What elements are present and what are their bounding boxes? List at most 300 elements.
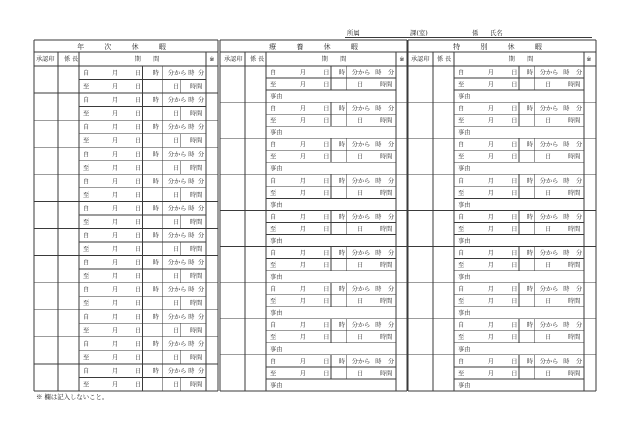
hours-label: 時間 xyxy=(190,137,203,145)
hours-label: 時間 xyxy=(380,298,393,306)
minute-label: 分 xyxy=(198,124,205,132)
to-label: 至 xyxy=(270,334,277,342)
month-label: 月 xyxy=(299,141,306,149)
month-label: 月 xyxy=(487,81,494,89)
hour-label: 時 xyxy=(188,367,195,375)
reason-label: 事由 xyxy=(270,274,283,282)
from-suffix-label: 分から xyxy=(351,213,371,221)
reason-label: 事由 xyxy=(270,165,283,173)
special-leave-rows xyxy=(408,66,596,389)
minute-label: 分 xyxy=(388,177,395,185)
day-label: 日 xyxy=(545,81,552,89)
hours-label: 時間 xyxy=(568,117,581,125)
day-label: 日 xyxy=(323,370,330,378)
hours-label: 時間 xyxy=(380,81,393,89)
minute-label: 分 xyxy=(576,286,583,294)
from-label: 自 xyxy=(458,213,465,221)
to-label: 至 xyxy=(83,191,90,199)
from-suffix-label: 分から xyxy=(539,141,559,149)
day-label: 日 xyxy=(134,273,142,281)
hour-label: 時 xyxy=(188,313,195,321)
day-label: 日 xyxy=(545,153,552,161)
day-label: 日 xyxy=(511,213,518,221)
day-label: 日 xyxy=(134,354,142,362)
hour-label: 時 xyxy=(375,177,382,185)
reason-label: 事由 xyxy=(458,310,471,318)
hour-label: 時 xyxy=(188,178,195,186)
hours-label: 時間 xyxy=(568,334,581,342)
hours-label: 時間 xyxy=(380,117,393,125)
month-label: 月 xyxy=(299,334,306,342)
from-label: 自 xyxy=(83,367,90,375)
day-label: 日 xyxy=(511,105,518,113)
month-label: 月 xyxy=(487,105,494,113)
day-label: 日 xyxy=(134,300,142,308)
minute-label: 分 xyxy=(576,213,583,221)
month-label: 月 xyxy=(487,262,494,270)
from-suffix-label: 分から xyxy=(539,213,559,221)
chief-column-header: 係 長 xyxy=(437,56,452,63)
annual-leave-row xyxy=(79,66,206,93)
day-label: 日 xyxy=(134,110,142,118)
hour-label: 時 xyxy=(152,151,159,159)
leave-row xyxy=(266,66,396,101)
day-label: 日 xyxy=(511,225,518,233)
day-label: 日 xyxy=(323,141,330,149)
from-label: 自 xyxy=(270,358,277,366)
header-line xyxy=(345,28,592,38)
day-label: 日 xyxy=(323,322,330,330)
hour-label: 時 xyxy=(338,213,345,221)
to-label: 至 xyxy=(458,225,465,233)
hour-label: 時 xyxy=(188,151,195,159)
month-label: 月 xyxy=(112,110,119,118)
from-label: 自 xyxy=(83,70,90,77)
minute-label: 分 xyxy=(388,249,395,257)
day-label: 日 xyxy=(172,300,180,308)
from-suffix-label: 分から xyxy=(539,358,559,366)
minute-label: 分 xyxy=(576,141,583,149)
month-label: 月 xyxy=(299,286,306,294)
minute-label: 分 xyxy=(388,322,395,330)
day-label: 日 xyxy=(323,81,330,89)
day-label: 日 xyxy=(357,225,364,233)
special-leave-title: 特 別 休 暇 xyxy=(453,43,551,51)
to-label: 至 xyxy=(270,81,277,89)
minute-label: 分 xyxy=(388,69,395,77)
day-label: 日 xyxy=(511,81,518,89)
from-suffix-label: 分から xyxy=(539,322,559,330)
day-label: 日 xyxy=(134,151,142,159)
hour-label: 時 xyxy=(338,177,345,185)
minute-label: 分 xyxy=(198,340,205,348)
from-suffix-label: 分から xyxy=(167,97,187,105)
leave-row xyxy=(408,102,596,137)
day-label: 日 xyxy=(511,358,518,366)
day-label: 日 xyxy=(134,367,142,375)
hour-label: 時 xyxy=(152,232,159,240)
day-label: 日 xyxy=(545,370,552,378)
approval-column-header: 承認印 xyxy=(224,56,243,63)
month-label: 月 xyxy=(299,189,306,197)
leave-row xyxy=(408,210,596,245)
month-label: 月 xyxy=(487,225,494,233)
day-label: 日 xyxy=(172,354,180,362)
hours-label: 時間 xyxy=(190,273,203,281)
minute-label: 分 xyxy=(388,358,395,366)
reason-label: 事由 xyxy=(270,382,283,390)
hour-label: 時 xyxy=(338,249,345,257)
annual-column-headers xyxy=(36,55,215,63)
hour-label: 時 xyxy=(188,259,195,267)
sick-leave-title: 療 養 休 暇 xyxy=(269,43,367,51)
hour-label: 時 xyxy=(375,105,382,113)
from-label: 自 xyxy=(458,358,465,366)
day-label: 日 xyxy=(511,298,518,306)
reason-label: 事由 xyxy=(458,201,471,209)
from-suffix-label: 分から xyxy=(167,124,187,132)
hours-label: 時間 xyxy=(568,189,581,197)
from-suffix-label: 分から xyxy=(351,69,371,77)
hours-label: 時間 xyxy=(190,246,203,253)
hour-label: 時 xyxy=(188,232,195,240)
day-label: 日 xyxy=(511,153,518,161)
chief-column-header: 係 長 xyxy=(64,56,79,63)
reason-label: 事由 xyxy=(458,274,471,282)
day-label: 日 xyxy=(134,218,142,226)
to-label: 至 xyxy=(270,298,277,306)
month-label: 月 xyxy=(487,298,494,306)
period-column-header: 期 間 xyxy=(508,56,534,63)
section-label: 係 xyxy=(472,29,479,37)
hour-label: 時 xyxy=(526,105,533,113)
month-label: 月 xyxy=(299,81,306,89)
from-label: 自 xyxy=(458,69,465,77)
to-label: 至 xyxy=(83,300,90,308)
hour-label: 時 xyxy=(563,322,570,330)
affiliation-label: 所属 xyxy=(347,29,360,37)
reason-label: 事由 xyxy=(458,93,471,101)
minute-label: 分 xyxy=(388,105,395,113)
minute-label: 分 xyxy=(198,178,205,186)
hour-label: 時 xyxy=(375,358,382,366)
hours-label: 時間 xyxy=(380,262,393,270)
reason-label: 事由 xyxy=(270,201,283,209)
month-label: 月 xyxy=(299,370,306,378)
reason-label: 事由 xyxy=(270,237,283,245)
day-label: 日 xyxy=(357,153,364,161)
from-suffix-label: 分から xyxy=(167,313,187,321)
to-label: 至 xyxy=(83,381,90,389)
day-label: 日 xyxy=(357,189,364,197)
reason-label: 事由 xyxy=(270,310,283,318)
hours-label: 時間 xyxy=(568,298,581,306)
hour-label: 時 xyxy=(375,322,382,330)
from-label: 自 xyxy=(270,249,277,257)
from-suffix-label: 分から xyxy=(167,178,187,186)
day-label: 日 xyxy=(511,262,518,270)
annual-leave-row xyxy=(34,201,218,228)
from-suffix-label: 分から xyxy=(539,286,559,294)
from-suffix-label: 分から xyxy=(351,141,371,149)
month-label: 月 xyxy=(112,83,119,91)
day-label: 日 xyxy=(323,249,330,257)
hour-label: 時 xyxy=(526,213,533,221)
month-label: 月 xyxy=(112,381,119,389)
day-label: 日 xyxy=(172,381,180,389)
day-label: 日 xyxy=(134,246,142,253)
month-label: 月 xyxy=(487,153,494,161)
leave-row xyxy=(220,319,407,354)
day-label: 日 xyxy=(172,327,180,335)
sick-leave-rows xyxy=(220,66,407,389)
to-label: 至 xyxy=(83,354,90,362)
from-label: 自 xyxy=(83,97,90,105)
month-label: 月 xyxy=(487,117,494,125)
month-label: 月 xyxy=(112,218,119,226)
hour-label: 時 xyxy=(188,97,195,105)
minute-label: 分 xyxy=(576,322,583,330)
seal-column-header: ※ xyxy=(399,56,405,63)
month-label: 月 xyxy=(112,300,119,308)
to-label: 至 xyxy=(270,153,277,161)
month-label: 月 xyxy=(112,340,119,348)
from-suffix-label: 分から xyxy=(167,340,187,348)
hour-label: 時 xyxy=(338,69,345,77)
month-label: 月 xyxy=(487,322,494,330)
day-label: 日 xyxy=(511,141,518,149)
minute-label: 分 xyxy=(198,97,205,105)
day-label: 日 xyxy=(172,218,180,226)
hour-label: 時 xyxy=(338,322,345,330)
hour-label: 時 xyxy=(375,249,382,257)
month-label: 月 xyxy=(112,259,119,267)
from-label: 自 xyxy=(270,322,277,330)
day-label: 日 xyxy=(323,177,330,185)
day-label: 日 xyxy=(134,205,142,213)
to-label: 至 xyxy=(458,189,465,197)
month-label: 月 xyxy=(487,177,494,185)
hour-label: 時 xyxy=(563,141,570,149)
month-label: 月 xyxy=(299,358,306,366)
month-label: 月 xyxy=(299,117,306,125)
day-label: 日 xyxy=(323,334,330,342)
leave-row xyxy=(220,283,407,318)
day-label: 日 xyxy=(323,153,330,161)
hour-label: 時 xyxy=(188,286,195,294)
month-label: 月 xyxy=(299,322,306,330)
day-label: 日 xyxy=(134,137,142,145)
month-label: 月 xyxy=(487,370,494,378)
reason-label: 事由 xyxy=(458,237,471,245)
hour-label: 時 xyxy=(152,259,159,267)
from-label: 自 xyxy=(270,286,277,294)
day-label: 日 xyxy=(357,262,364,270)
to-label: 至 xyxy=(270,262,277,270)
hour-label: 時 xyxy=(188,70,195,77)
to-label: 至 xyxy=(458,334,465,342)
day-label: 日 xyxy=(545,334,552,342)
hours-label: 時間 xyxy=(568,225,581,233)
hour-label: 時 xyxy=(338,286,345,294)
minute-label: 分 xyxy=(198,232,205,240)
to-label: 至 xyxy=(458,117,465,125)
day-label: 日 xyxy=(323,358,330,366)
hour-label: 時 xyxy=(375,213,382,221)
from-suffix-label: 分から xyxy=(351,322,371,330)
month-label: 月 xyxy=(112,367,119,375)
day-label: 日 xyxy=(134,232,142,240)
reason-label: 事由 xyxy=(458,346,471,354)
from-suffix-label: 分から xyxy=(539,105,559,113)
leave-row xyxy=(408,174,596,209)
hour-label: 時 xyxy=(526,286,533,294)
day-label: 日 xyxy=(511,370,518,378)
month-label: 月 xyxy=(112,124,119,132)
from-suffix-label: 分から xyxy=(539,69,559,77)
from-label: 自 xyxy=(83,124,90,132)
day-label: 日 xyxy=(511,322,518,330)
day-label: 日 xyxy=(134,259,142,267)
minute-label: 分 xyxy=(198,286,205,294)
hours-label: 時間 xyxy=(190,83,203,91)
month-label: 月 xyxy=(112,97,119,105)
special-column-headers xyxy=(411,55,592,63)
hour-label: 時 xyxy=(375,286,382,294)
day-label: 日 xyxy=(172,164,180,172)
day-label: 日 xyxy=(323,105,330,113)
month-label: 月 xyxy=(112,205,119,213)
hour-label: 時 xyxy=(188,124,195,132)
month-label: 月 xyxy=(112,70,119,77)
day-label: 日 xyxy=(134,83,142,91)
reason-label: 事由 xyxy=(270,129,283,137)
day-label: 日 xyxy=(323,298,330,306)
from-suffix-label: 分から xyxy=(351,286,371,294)
month-label: 月 xyxy=(112,286,119,294)
annual-leave-row xyxy=(34,364,218,391)
minute-label: 分 xyxy=(198,259,205,267)
day-label: 日 xyxy=(323,69,330,77)
from-label: 自 xyxy=(270,69,277,77)
day-label: 日 xyxy=(134,340,142,348)
hour-label: 時 xyxy=(188,340,195,348)
hours-label: 時間 xyxy=(190,218,203,226)
hour-label: 時 xyxy=(563,358,570,366)
day-label: 日 xyxy=(323,262,330,270)
hours-label: 時間 xyxy=(190,110,203,118)
from-label: 自 xyxy=(83,178,90,186)
from-label: 自 xyxy=(83,313,90,321)
from-label: 自 xyxy=(83,259,90,267)
day-label: 日 xyxy=(357,370,364,378)
day-label: 日 xyxy=(511,177,518,185)
approval-column-header: 承認印 xyxy=(36,56,55,63)
month-label: 月 xyxy=(112,313,119,321)
hours-label: 時間 xyxy=(380,370,393,378)
annual-leave-row xyxy=(34,93,218,120)
to-label: 至 xyxy=(458,370,465,378)
day-label: 日 xyxy=(134,97,142,105)
name-label: 氏名 xyxy=(490,29,503,37)
hours-label: 時間 xyxy=(380,334,393,342)
from-suffix-label: 分から xyxy=(351,358,371,366)
day-label: 日 xyxy=(511,286,518,294)
from-label: 自 xyxy=(270,141,277,149)
hour-label: 時 xyxy=(152,178,159,186)
day-label: 日 xyxy=(357,81,364,89)
hours-label: 時間 xyxy=(190,381,203,389)
from-label: 自 xyxy=(83,151,90,159)
day-label: 日 xyxy=(134,70,142,77)
day-label: 日 xyxy=(357,117,364,125)
hour-label: 時 xyxy=(152,340,159,348)
month-label: 月 xyxy=(299,153,306,161)
to-label: 至 xyxy=(270,189,277,197)
to-label: 至 xyxy=(83,83,90,91)
to-label: 至 xyxy=(83,218,90,226)
day-label: 日 xyxy=(134,178,142,186)
day-label: 日 xyxy=(172,246,180,253)
from-label: 自 xyxy=(458,249,465,257)
month-label: 月 xyxy=(112,232,119,240)
reason-label: 事由 xyxy=(270,346,283,354)
annual-leave-row xyxy=(34,120,218,147)
from-label: 自 xyxy=(83,232,90,240)
hours-label: 時間 xyxy=(568,81,581,89)
reason-label: 事由 xyxy=(458,129,471,137)
from-suffix-label: 分から xyxy=(167,232,187,240)
minute-label: 分 xyxy=(576,105,583,113)
day-label: 日 xyxy=(323,225,330,233)
minute-label: 分 xyxy=(198,70,205,77)
leave-row xyxy=(220,102,407,137)
to-label: 至 xyxy=(458,262,465,270)
hour-label: 時 xyxy=(563,177,570,185)
from-label: 自 xyxy=(458,177,465,185)
minute-label: 分 xyxy=(388,286,395,294)
from-label: 自 xyxy=(270,105,277,113)
from-suffix-label: 分から xyxy=(351,249,371,257)
annual-leave-row xyxy=(34,174,218,201)
reason-label: 事由 xyxy=(270,93,283,101)
month-label: 月 xyxy=(112,273,119,281)
month-label: 月 xyxy=(487,213,494,221)
month-label: 月 xyxy=(299,69,306,77)
hours-label: 時間 xyxy=(380,153,393,161)
day-label: 日 xyxy=(172,191,180,199)
month-label: 月 xyxy=(112,354,119,362)
minute-label: 分 xyxy=(576,358,583,366)
hour-label: 時 xyxy=(375,141,382,149)
hour-label: 時 xyxy=(338,105,345,113)
from-suffix-label: 分から xyxy=(167,151,187,159)
period-column-header: 期 間 xyxy=(321,56,347,63)
day-label: 日 xyxy=(134,381,142,389)
from-label: 自 xyxy=(458,141,465,149)
hour-label: 時 xyxy=(526,322,533,330)
hour-label: 時 xyxy=(526,141,533,149)
from-suffix-label: 分から xyxy=(167,70,187,77)
leave-row xyxy=(220,210,407,245)
from-suffix-label: 分から xyxy=(351,177,371,185)
seal-column-header: ※ xyxy=(586,56,592,63)
minute-label: 分 xyxy=(198,205,205,213)
day-label: 日 xyxy=(172,110,180,118)
to-label: 至 xyxy=(83,110,90,118)
from-suffix-label: 分から xyxy=(167,286,187,294)
hour-label: 時 xyxy=(152,313,159,321)
